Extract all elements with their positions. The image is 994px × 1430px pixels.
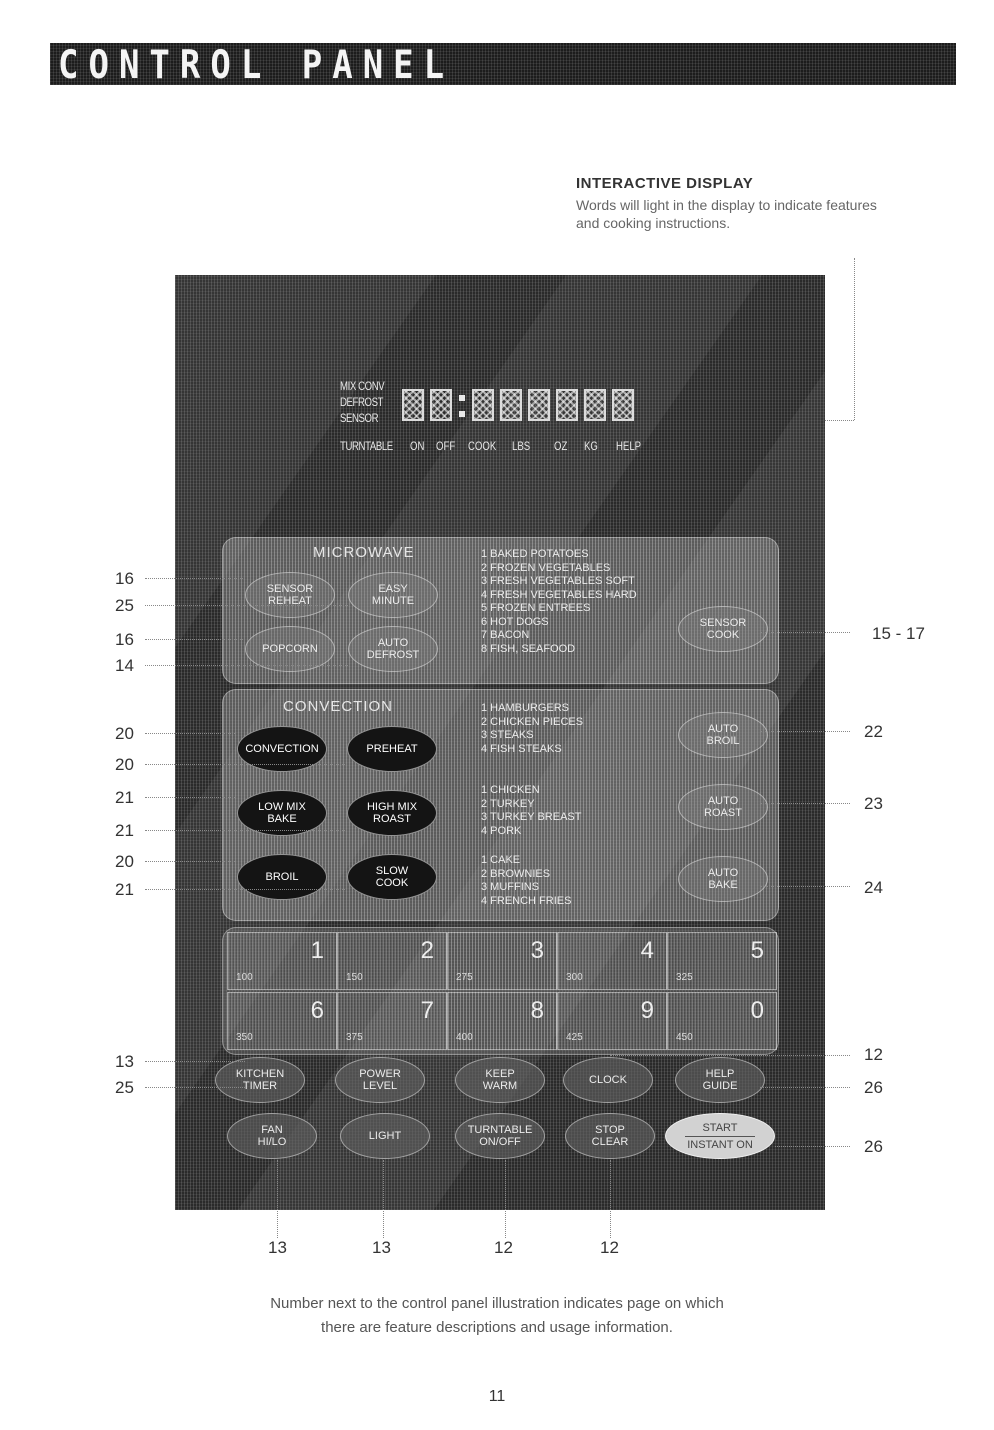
number-key-3[interactable] — [447, 932, 557, 990]
leader-line — [383, 1160, 384, 1238]
interactive-display — [340, 375, 660, 455]
key-digit: 1 — [310, 937, 324, 964]
high-mix-roast-button[interactable] — [347, 790, 437, 836]
easy-minute-button[interactable] — [348, 572, 438, 618]
leader-line — [775, 1146, 850, 1147]
button-label: BROIL — [265, 871, 299, 883]
page-ref: 25 — [115, 1078, 134, 1097]
button-label: PREHEAT — [366, 743, 418, 755]
button-label: LEVEL — [362, 1080, 398, 1092]
key-temperature: 325 — [676, 972, 693, 983]
sensor-cook-button[interactable] — [678, 606, 768, 652]
leader-line — [760, 803, 850, 804]
number-key-7[interactable] — [337, 992, 447, 1050]
leader-line — [145, 639, 245, 640]
button-label: ROAST — [373, 813, 411, 825]
button-label: POPCORN — [262, 643, 318, 655]
button-label: CLEAR — [591, 1136, 629, 1148]
menu-item: 1 HAMBURGERS — [481, 702, 570, 714]
auto-broil-menu — [481, 702, 583, 756]
key-temperature: 300 — [566, 972, 583, 983]
page-ref: 16 — [115, 569, 134, 588]
menu-item: 7 BACON — [481, 629, 530, 641]
auto-broil-button[interactable] — [678, 712, 768, 758]
number-key-9[interactable] — [557, 992, 667, 1050]
lcd-colon — [459, 411, 465, 417]
button-label: EASY — [378, 583, 408, 595]
key-temperature: 350 — [236, 1032, 253, 1043]
button-label: KEEP — [485, 1068, 515, 1080]
convection-title: CONVECTION — [283, 698, 394, 715]
number-key-2[interactable] — [337, 932, 447, 990]
page-ref: 21 — [115, 880, 134, 899]
number-pad — [222, 927, 779, 1055]
number-key-8[interactable] — [447, 992, 557, 1050]
lcd-status-label: HELP — [616, 439, 642, 453]
key-temperature: 275 — [456, 972, 473, 983]
menu-item: 2 CHICKEN PIECES — [481, 715, 584, 728]
start-instant-on-button[interactable] — [665, 1113, 775, 1159]
key-digit: 3 — [530, 937, 544, 964]
menu-item: 2 FROZEN VEGETABLES — [481, 561, 611, 574]
page-ref: 20 — [115, 724, 134, 743]
lcd-status-label: COOK — [468, 439, 497, 453]
page-ref: 13 — [372, 1238, 391, 1257]
lcd-digit — [584, 389, 606, 421]
key-digit: 8 — [530, 997, 544, 1024]
button-label: SENSOR — [699, 617, 747, 629]
key-digit: 7 — [420, 997, 434, 1024]
number-key-5[interactable] — [667, 932, 777, 990]
clock-button[interactable] — [563, 1057, 653, 1103]
menu-item: 1 CAKE — [481, 854, 521, 866]
button-label: HELP — [705, 1068, 735, 1080]
key-temperature: 450 — [676, 1032, 693, 1043]
convection-button[interactable] — [237, 726, 327, 772]
button-label: TIMER — [242, 1080, 278, 1092]
page-ref: 12 — [494, 1238, 513, 1257]
display-heading: INTERACTIVE DISPLAY — [576, 175, 754, 192]
button-label: BAKE — [708, 879, 738, 891]
lcd-digit — [430, 389, 452, 421]
page-ref: 14 — [115, 656, 134, 675]
menu-item: 5 FROZEN ENTREES — [481, 602, 591, 614]
page-ref: 26 — [864, 1137, 883, 1156]
button-label: TURNTABLE — [467, 1124, 533, 1136]
menu-item: 4 FRESH VEGETABLES HARD — [481, 588, 637, 601]
page-ref: 15 - 17 — [872, 624, 925, 643]
page-ref: 23 — [864, 794, 883, 813]
auto-roast-menu — [481, 784, 581, 838]
page-ref: 20 — [115, 852, 134, 871]
slow-cook-button[interactable] — [347, 854, 437, 900]
broil-button[interactable] — [237, 854, 327, 900]
lcd-status-label: KG — [584, 439, 598, 453]
button-label: GUIDE — [702, 1080, 738, 1092]
leader-line — [145, 733, 235, 734]
menu-item: 2 BROWNIES — [481, 867, 551, 880]
menu-item: 4 FRENCH FRIES — [481, 894, 572, 907]
lcd-digit — [472, 389, 494, 421]
page-ref: 16 — [115, 630, 134, 649]
menu-item: 1 CHICKEN — [481, 784, 540, 796]
lcd-mode-label: MIX CONV — [340, 379, 385, 393]
key-digit: 9 — [640, 997, 654, 1024]
button-label: KITCHEN — [235, 1068, 285, 1080]
key-digit: 2 — [420, 937, 434, 964]
lcd-digit — [556, 389, 578, 421]
leader-line — [760, 1087, 850, 1088]
button-label: BROIL — [706, 735, 740, 747]
page-ref: 21 — [115, 788, 134, 807]
number-key-0[interactable] — [667, 992, 777, 1050]
leader-line — [145, 1087, 245, 1088]
stop-clear-button[interactable] — [565, 1113, 655, 1159]
key-temperature: 400 — [456, 1032, 473, 1043]
button-label: STOP — [595, 1124, 625, 1136]
microwave-section — [222, 537, 779, 684]
leader-line — [145, 797, 235, 798]
button-label: COOK — [375, 877, 409, 889]
button-label: REHEAT — [268, 595, 312, 607]
auto-roast-button[interactable] — [678, 784, 768, 830]
button-label: ROAST — [704, 807, 742, 819]
lcd-status-label: ON — [410, 439, 425, 453]
display-description: Words will light in the display to indicate features and cooking instructions. — [576, 197, 877, 231]
menu-item: 3 FRESH VEGETABLES SOFT — [481, 575, 635, 587]
button-label: HI/LO — [257, 1136, 287, 1148]
leader-line — [760, 731, 850, 732]
key-digit: 6 — [310, 997, 324, 1024]
button-label: SLOW — [375, 865, 409, 877]
display-callout — [576, 175, 906, 232]
convection-section — [222, 689, 779, 921]
key-digit: 0 — [750, 997, 764, 1024]
button-label: START — [685, 1122, 755, 1137]
number-key-1[interactable] — [227, 932, 337, 990]
help-guide-button[interactable] — [675, 1057, 765, 1103]
sensor-reheat-button[interactable] — [245, 572, 335, 618]
button-label: DEFROST — [366, 649, 420, 661]
menu-item: 3 TURKEY BREAST — [481, 811, 582, 823]
lcd-digit — [528, 389, 550, 421]
menu-item: 4 FISH STEAKS — [481, 742, 562, 755]
button-label: LIGHT — [368, 1130, 402, 1142]
button-label: MINUTE — [371, 595, 415, 607]
button-label: SENSOR — [266, 583, 314, 595]
page-ref: 20 — [115, 755, 134, 774]
key-temperature: 150 — [346, 972, 363, 983]
button-label: CLOCK — [589, 1074, 627, 1086]
leader-line — [145, 1061, 245, 1062]
leader-line — [610, 1055, 850, 1056]
leader-line — [760, 886, 850, 887]
lcd-digit — [402, 389, 424, 421]
button-label: POWER — [359, 1068, 401, 1080]
leader-line — [145, 578, 245, 579]
key-temperature: 100 — [236, 972, 253, 983]
key-temperature: 425 — [566, 1032, 583, 1043]
leader-line — [760, 632, 850, 633]
lcd-mode-label: TURNTABLE — [340, 439, 393, 453]
menu-item: 3 MUFFINS — [481, 881, 540, 893]
key-temperature: 375 — [346, 1032, 363, 1043]
microwave-title: MICROWAVE — [313, 544, 415, 561]
menu-item: 8 FISH, SEAFOOD — [481, 642, 576, 655]
lcd-status-label: OZ — [554, 439, 568, 453]
page-ref: 13 — [115, 1052, 134, 1071]
footnote-line: there are feature descriptions and usage information. — [321, 1319, 673, 1336]
auto-bake-button[interactable] — [678, 856, 768, 902]
sensor-cook-menu — [481, 548, 637, 656]
leader-line — [277, 1160, 278, 1238]
button-label: COOK — [706, 629, 740, 641]
button-label: FAN — [261, 1124, 283, 1136]
keep-warm-button[interactable] — [455, 1057, 545, 1103]
page-title: CONTROL PANEL — [58, 42, 455, 89]
auto-bake-menu — [481, 854, 571, 908]
control-panel — [175, 275, 825, 1210]
leader-line — [145, 764, 345, 765]
lcd-digit — [612, 389, 634, 421]
key-digit: 5 — [750, 937, 764, 964]
page-ref: 25 — [115, 596, 134, 615]
page-number: 11 — [488, 1388, 506, 1405]
page-ref: 22 — [864, 722, 883, 741]
leader-line — [505, 1160, 506, 1238]
button-label: AUTO — [707, 867, 739, 879]
leader-line — [145, 861, 235, 862]
menu-item: 6 HOT DOGS — [481, 615, 549, 628]
footnote-line: Number next to the control panel illustration indicates page on which — [270, 1295, 724, 1312]
menu-item: 4 PORK — [481, 824, 522, 837]
header-bar — [50, 42, 956, 89]
number-key-4[interactable] — [557, 932, 667, 990]
page-ref: 12 — [600, 1238, 619, 1257]
leader-line — [145, 605, 350, 606]
button-label: HIGH MIX — [366, 801, 418, 813]
lcd-digit — [500, 389, 522, 421]
footnote — [150, 1292, 844, 1340]
menu-item: 3 STEAKS — [481, 729, 534, 741]
button-label: LOW MIX — [258, 801, 306, 813]
leader-line — [145, 889, 345, 890]
page-ref: 26 — [864, 1078, 883, 1097]
display-leader-vertical — [854, 258, 855, 420]
menu-item: 2 TURKEY — [481, 797, 535, 810]
lcd-mode-label: DEFROST — [340, 395, 384, 409]
page-ref: 24 — [864, 878, 883, 897]
kitchen-timer-button[interactable] — [215, 1057, 305, 1103]
button-label: ON/OFF — [479, 1136, 521, 1148]
button-label: AUTO — [707, 723, 739, 735]
page-ref: 12 — [864, 1045, 883, 1064]
auto-defrost-button[interactable] — [348, 626, 438, 672]
fan-hilo-button[interactable] — [227, 1113, 317, 1159]
leader-line — [145, 665, 350, 666]
leader-line — [610, 1160, 611, 1238]
turntable-onoff-button[interactable] — [455, 1113, 545, 1159]
menu-item: 1 BAKED POTATOES — [481, 548, 589, 560]
button-label: CONVECTION — [245, 743, 319, 755]
power-level-button[interactable] — [335, 1057, 425, 1103]
lcd-colon — [459, 395, 465, 401]
leader-line — [145, 830, 345, 831]
button-label: AUTO — [707, 795, 739, 807]
page-ref: 21 — [115, 821, 134, 840]
button-label: BAKE — [267, 813, 297, 825]
button-label: WARM — [482, 1080, 518, 1092]
number-key-6[interactable] — [227, 992, 337, 1050]
button-label: AUTO — [377, 637, 409, 649]
lcd-status-label: LBS — [512, 439, 531, 453]
page-ref: 13 — [268, 1238, 287, 1257]
lcd-status-label: OFF — [436, 439, 456, 453]
light-button[interactable] — [340, 1113, 430, 1159]
key-digit: 4 — [640, 937, 654, 964]
preheat-button[interactable] — [347, 726, 437, 772]
lcd-mode-label: SENSOR — [340, 411, 379, 425]
button-label: INSTANT ON — [687, 1138, 753, 1151]
